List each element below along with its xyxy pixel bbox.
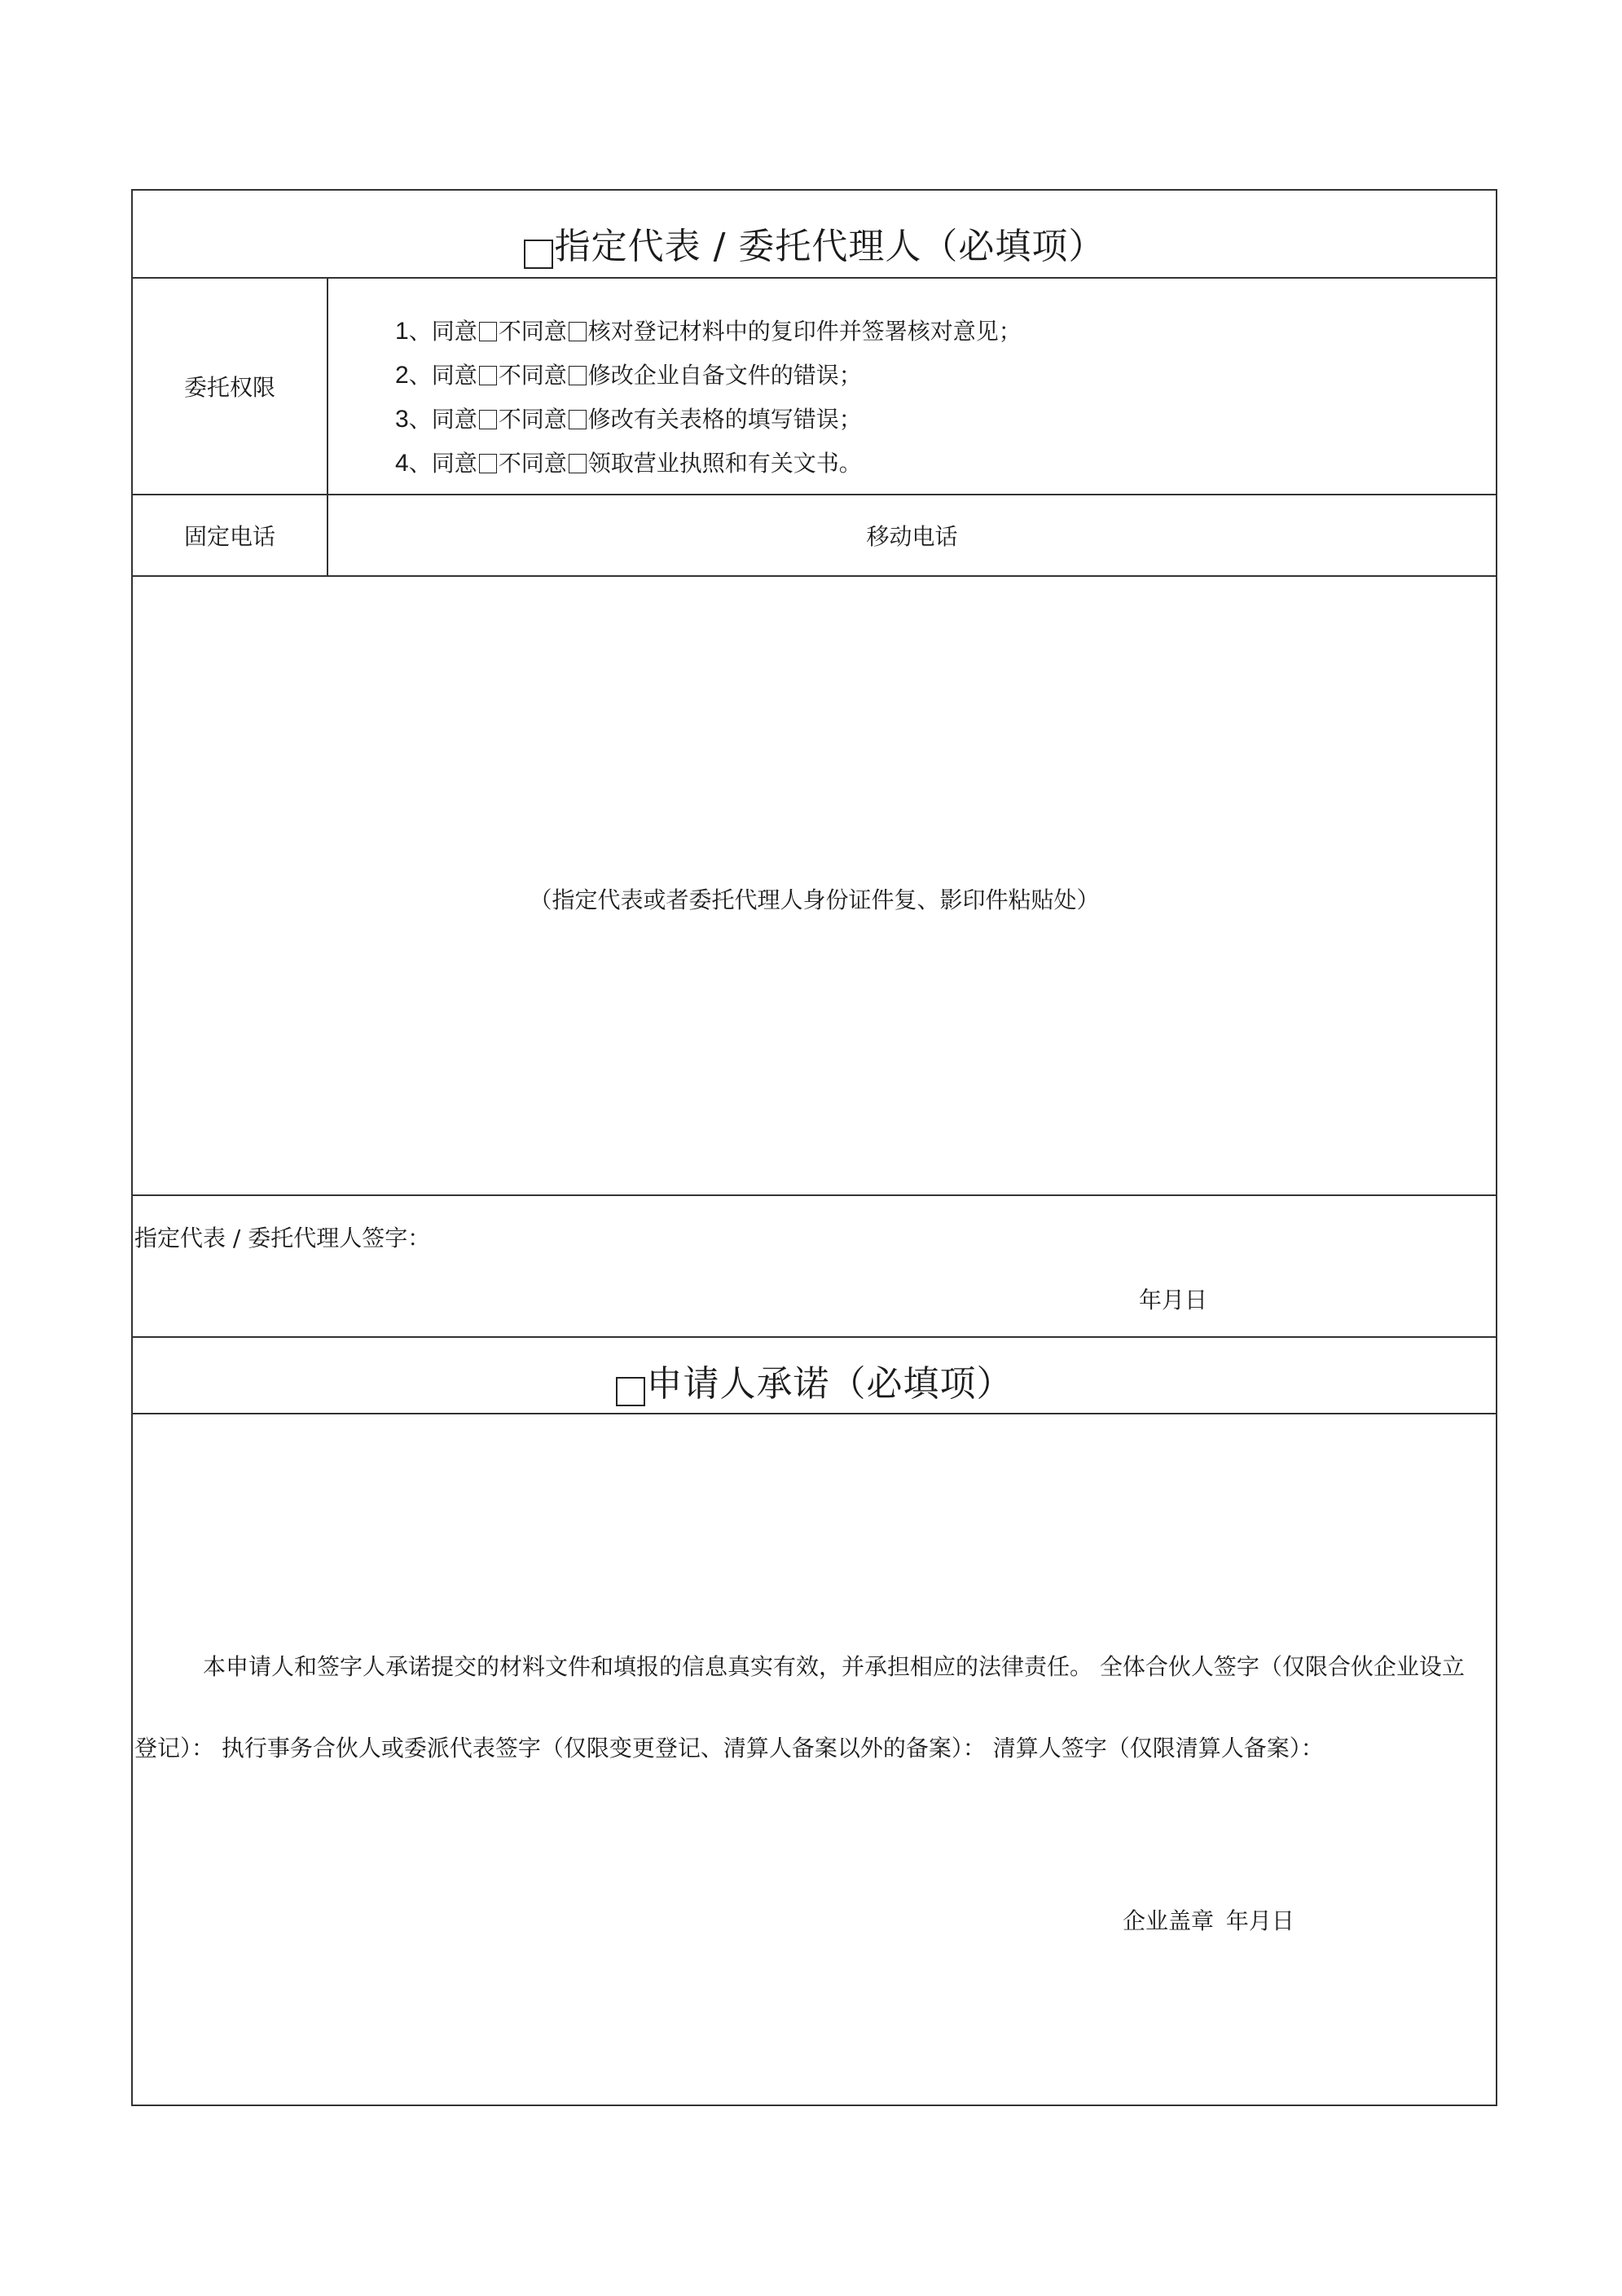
promise-body xyxy=(133,1414,1496,2105)
permission-agree-label: 、同意 xyxy=(408,450,477,477)
permission-agree-label: 、同意 xyxy=(408,318,477,345)
promise-section-header xyxy=(133,1338,1496,1414)
permission-disagree-checkbox[interactable] xyxy=(569,322,587,341)
permission-text: 核对登记材料中的复印件并签署核对意见； xyxy=(587,318,1022,345)
permission-agree-label: 、同意 xyxy=(408,362,477,389)
promise-section-title: 申请人承诺（必填项） xyxy=(646,1363,1013,1405)
permission-item-2 xyxy=(395,354,1022,398)
permission-agree-checkbox[interactable] xyxy=(479,454,497,473)
id-paste-area xyxy=(133,577,1496,1196)
permissions-row xyxy=(133,279,1496,495)
mobile-label: 移动电话 xyxy=(866,523,958,550)
permission-disagree-checkbox[interactable] xyxy=(569,366,587,385)
permission-agree-checkbox[interactable] xyxy=(479,366,497,385)
permission-item-1 xyxy=(395,310,1022,354)
agent-section-header xyxy=(133,191,1496,279)
agent-signature-row xyxy=(133,1196,1496,1338)
permission-disagree-label: 不同意 xyxy=(498,450,567,477)
permission-number: 4 xyxy=(395,450,409,477)
permission-number: 2 xyxy=(395,362,409,389)
permission-agree-label: 、同意 xyxy=(408,406,477,433)
permission-item-3 xyxy=(395,398,1022,442)
landline-label: 固定电话 xyxy=(133,495,328,575)
permission-agree-checkbox[interactable] xyxy=(479,410,497,429)
permission-disagree-label: 不同意 xyxy=(498,362,567,389)
permission-text: 修改企业自备文件的错误； xyxy=(587,362,862,389)
permission-item-4 xyxy=(395,442,1022,486)
registration-form xyxy=(131,189,1497,2106)
permission-number: 3 xyxy=(395,406,409,433)
agent-section-title: 指定代表 / 委托代理人（必填项） xyxy=(554,226,1106,267)
seal-date: 企业盖章 年月日 xyxy=(1123,1907,1295,1934)
permission-disagree-label: 不同意 xyxy=(498,406,567,433)
permission-text: 领取营业执照和有关文书。 xyxy=(587,450,862,477)
permission-number: 1 xyxy=(395,318,409,345)
permissions-list xyxy=(395,310,1022,486)
id-paste-caption: （指定代表或者委托代理人身份证件复、影印件粘贴处） xyxy=(529,886,1100,913)
permission-disagree-checkbox[interactable] xyxy=(569,410,587,429)
agent-section-checkbox[interactable] xyxy=(524,240,553,269)
agent-signature-date: 年月日 xyxy=(1139,1287,1208,1313)
promise-text: 本申请人和签字人承诺提交的材料文件和填报的信息真实有效，并承担相应的法律责任。 全体合伙人签字（仅限合伙企业设立登记）： 执行事务合伙人或委派代表签字（仅限变更登记、清算人备案以外的备案）： 清算人签字（仅限清算人备案）： xyxy=(134,1653,1465,1762)
phone-row xyxy=(133,495,1496,577)
promise-section-checkbox[interactable] xyxy=(616,1377,645,1406)
permission-text: 修改有关表格的填写错误； xyxy=(587,406,862,433)
permissions-label: 委托权限 xyxy=(133,279,328,494)
permission-agree-checkbox[interactable] xyxy=(479,322,497,341)
permission-disagree-checkbox[interactable] xyxy=(569,454,587,473)
permission-disagree-label: 不同意 xyxy=(498,318,567,345)
agent-signature-label: 指定代表 / 委托代理人签字： xyxy=(134,1225,431,1251)
